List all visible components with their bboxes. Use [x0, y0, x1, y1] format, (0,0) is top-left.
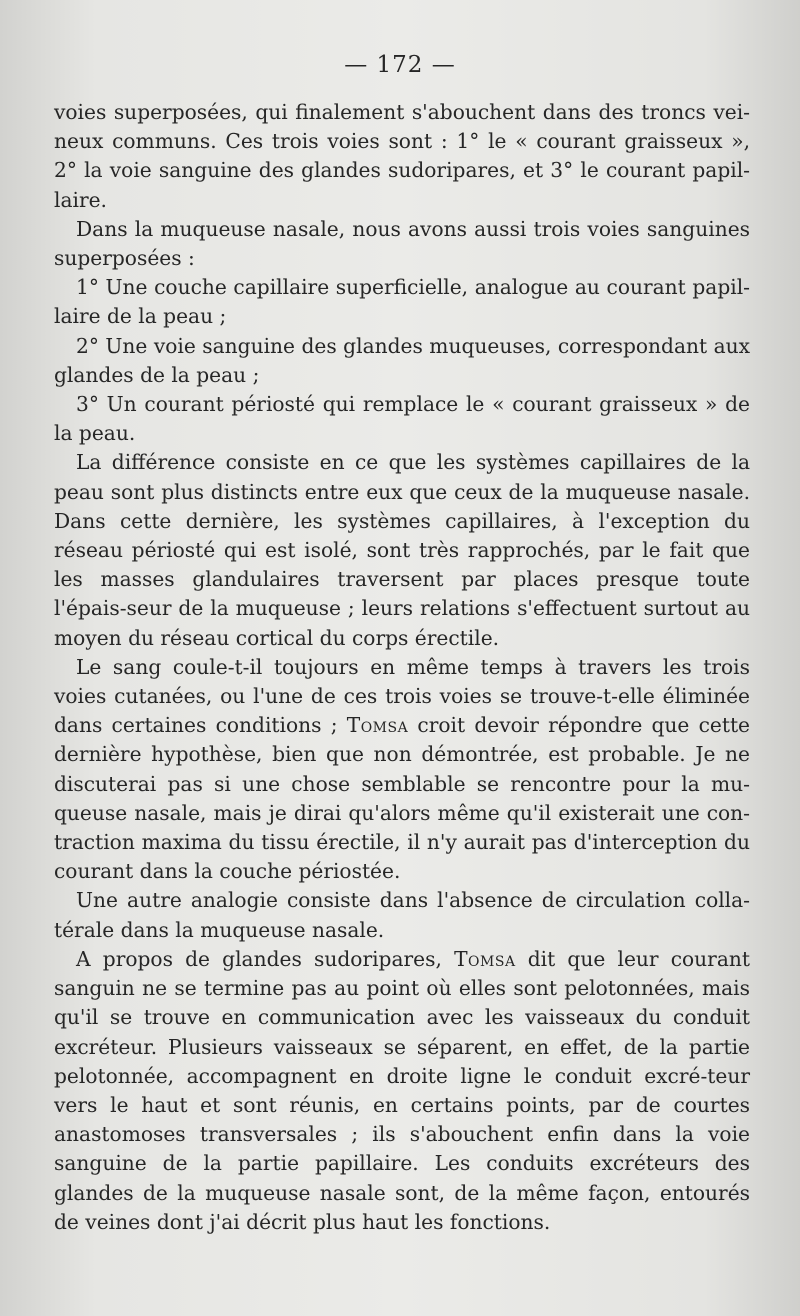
author-name: Tomsa: [454, 946, 516, 971]
body-text: [54, 98, 750, 1237]
paragraph: [54, 215, 750, 273]
paragraph: [54, 390, 750, 448]
author-name: Tomsa: [346, 713, 409, 738]
paragraph: [54, 448, 750, 652]
paragraph: [54, 98, 750, 215]
paragraph-text: La différence consiste en ce que les systèmes capillaires de la peau sont plus distincts entre eux que ceux de la muqueuse nasale. Dans cette dernière, les systèmes capillaires, à l'exception du réseau périosté qui est isolé, sont très rapprochés, par le fait que les masses glandulaires traversent par places presque toute l'épais-seur de la muqueuse ; leurs relations s'effectuent surtout au moyen du réseau cortical du corps érectile.: [54, 450, 750, 650]
page-number: — 172 —: [344, 52, 456, 78]
paragraph-text: 2° Une voie sanguine des glandes muqueuses, correspondant aux glandes de la peau ;: [54, 333, 750, 387]
paragraph-text: 3° Un courant périosté qui remplace le « courant graisseux » de la peau.: [54, 392, 750, 446]
paragraph-text: A propos de glandes sudoripares,: [76, 946, 455, 971]
paragraph: [54, 886, 750, 944]
paragraph-text: dit que leur courant sanguin ne se termine pas au point où elles sont pelotonnées, mais qu'il se trouve en communication avec les vaisseaux du conduit excréteur. Plusieurs vaisseaux se séparent, en effet, de la partie pelotonnée, accompagnent en droite ligne le conduit excré-teur vers le haut et sont réunis, en certains points, par de courtes anastomoses transversales ; ils s'abouchent enfin dans la voie sanguine de la partie papillaire. Les conduits excréteurs des glandes de la muqueuse nasale sont, de la même façon, entourés de veines dont j'ai décrit plus haut les fonctions.: [54, 946, 750, 1234]
paragraph: [54, 332, 750, 390]
paragraph: [54, 945, 750, 1237]
paragraph: [54, 653, 750, 887]
paragraph-text: Une autre analogie consiste dans l'absence de circulation colla-térale dans la muqueuse nasale.: [54, 888, 750, 942]
paragraph-text: Le sang coule-t-il toujours en même temps à travers les trois voies cutanées, ou l'une de ces trois voies se trouve-t-elle éliminée dans certaines conditions ;: [54, 654, 750, 738]
paragraph-text: croit devoir répondre que cette dernière hypothèse, bien que non démontrée, est probable. Je ne discuterai pas si une chose semblable se rencontre pour la mu-queuse nasale, mais je dirai qu'alors même qu'il existerait une con-traction maxima du tissu érectile, il n'y aurait pas d'interception du courant dans la couche périostée.: [54, 713, 751, 884]
paragraph: [54, 273, 750, 331]
paragraph-text: Dans la muqueuse nasale, nous avons aussi trois voies sanguines superposées :: [54, 216, 750, 271]
paragraph-text: voies superposées, qui finalement s'abouchent dans des troncs vei-neux communs. Ces trois voies sont : 1° le « courant graisseux », 2° la voie sanguine des glandes sudoripares, et 3° le courant papil-laire.: [54, 100, 750, 212]
paragraph-text: 1° Une couche capillaire superficielle, analogue au courant papil-laire de la peau ;: [54, 275, 750, 329]
